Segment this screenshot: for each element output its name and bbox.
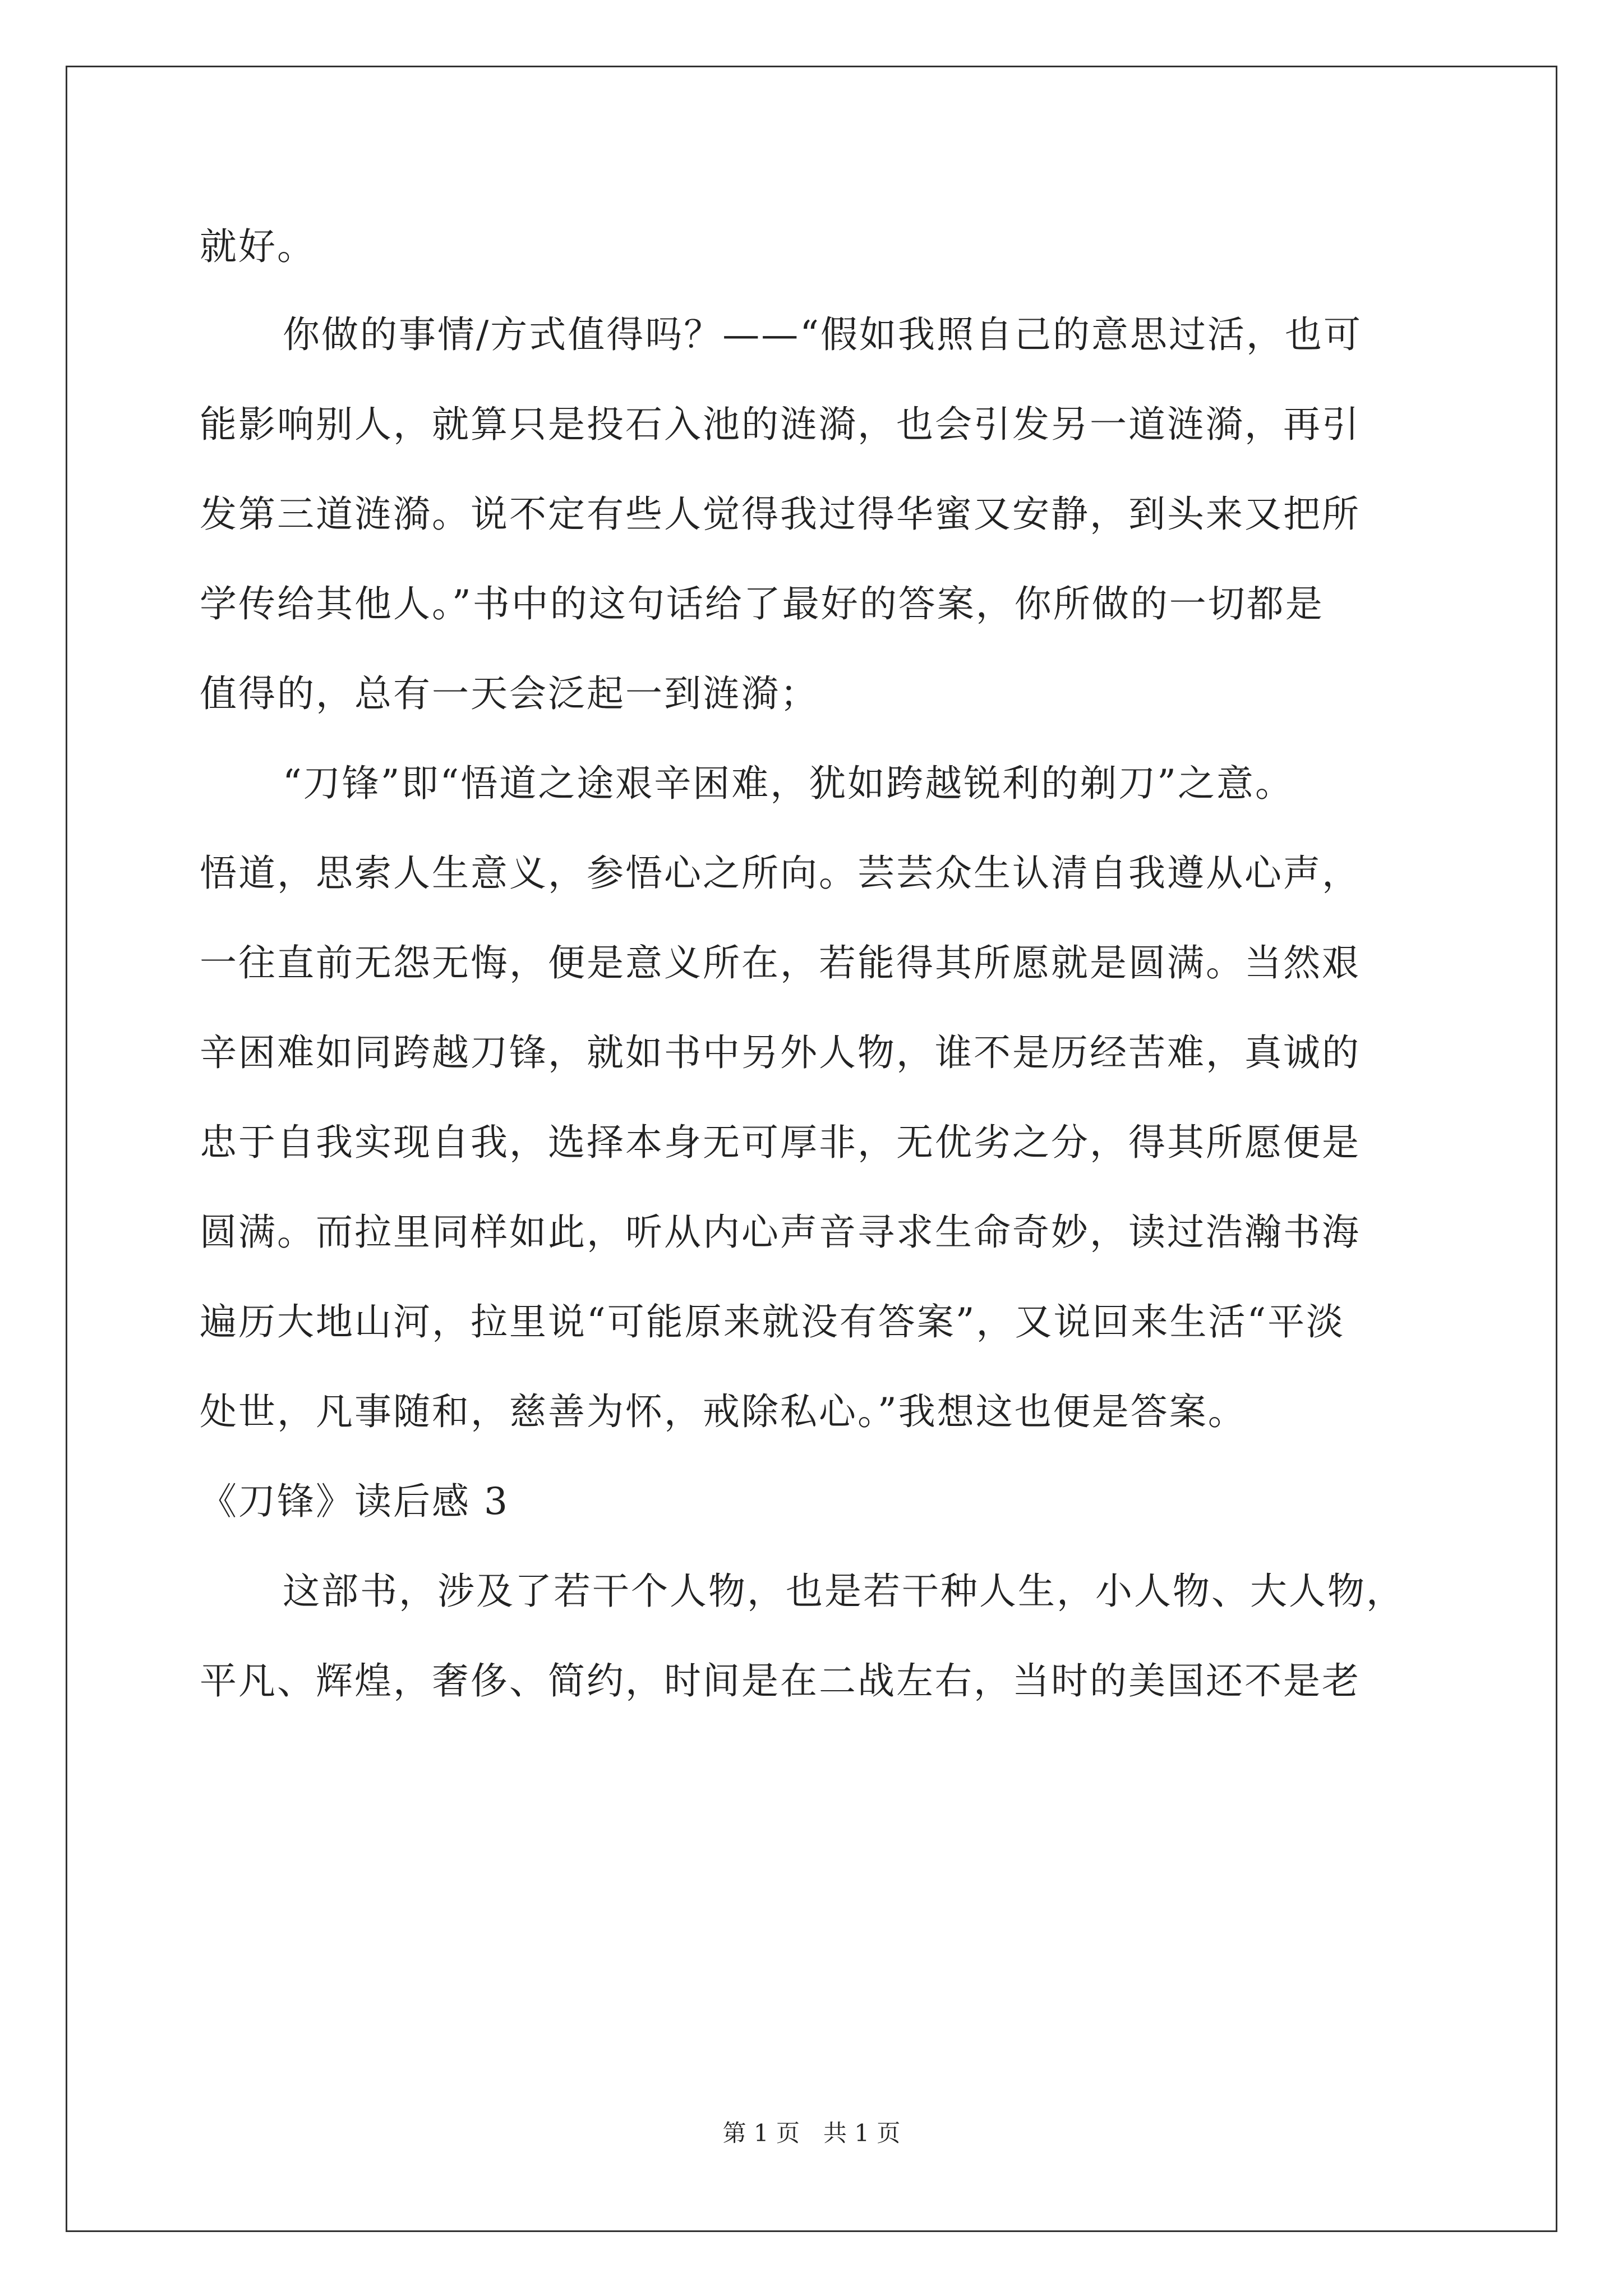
text-line: 能影响别人，就算只是投石入池的涟漪，也会引发另一道涟漪，再引 bbox=[200, 403, 1361, 446]
text-line: 处世，凡事随和，慈善为怀，戒除私心。”我想这也便是答案。 bbox=[200, 1390, 1247, 1433]
text-line: 辛困难如同跨越刀锋，就如书中另外人物，谁不是历经苦难，真诚的 bbox=[200, 1031, 1361, 1074]
text-line: 学传给其他人。”书中的这句话给了最好的答案，你所做的一切都是 bbox=[200, 582, 1324, 625]
text-line: 圆满。而拉里同样如此，听从内心声音寻求生命奇妙，读过浩瀚书海 bbox=[200, 1211, 1361, 1254]
text-line: 平凡、辉煌，奢侈、简约，时间是在二战左右，当时的美国还不是老 bbox=[200, 1659, 1361, 1703]
text-line: 悟道，思索人生意义，参悟心之所向。芸芸众生认清自我遵从心声， bbox=[200, 852, 1361, 895]
text-line: 一往直前无怨无悔，便是意义所在，若能得其所愿就是圆满。当然艰 bbox=[200, 941, 1361, 984]
text-line: 发第三道涟漪。说不定有些人觉得我过得华蜜又安静，到头来又把所 bbox=[200, 493, 1361, 536]
section-heading: 《刀锋》读后感 3 bbox=[200, 1480, 509, 1523]
text-line: 忠于自我实现自我，选择本身无可厚非，无优劣之分，得其所愿便是 bbox=[200, 1121, 1361, 1164]
text-line: 就好。 bbox=[200, 225, 316, 268]
text-line: 遍历大地山河，拉里说“可能原来就没有答案”，又说回来生活“平淡 bbox=[200, 1300, 1345, 1343]
paragraph-start-line: 你做的事情/方式值得吗？——“假如我照自己的意思过活，也可 bbox=[283, 313, 1362, 356]
text-line: 值得的，总有一天会泛起一到涟漪； bbox=[200, 672, 819, 715]
page-footer: 第 1 页 共 1 页 bbox=[722, 2119, 901, 2147]
paragraph-start-line: “刀锋”即“悟道之途艰辛困难，犹如跨越锐利的剃刀”之意。 bbox=[283, 762, 1294, 805]
paragraph-start-line: 这部书，涉及了若干个人物，也是若干种人生，小人物、大人物， bbox=[283, 1570, 1405, 1613]
